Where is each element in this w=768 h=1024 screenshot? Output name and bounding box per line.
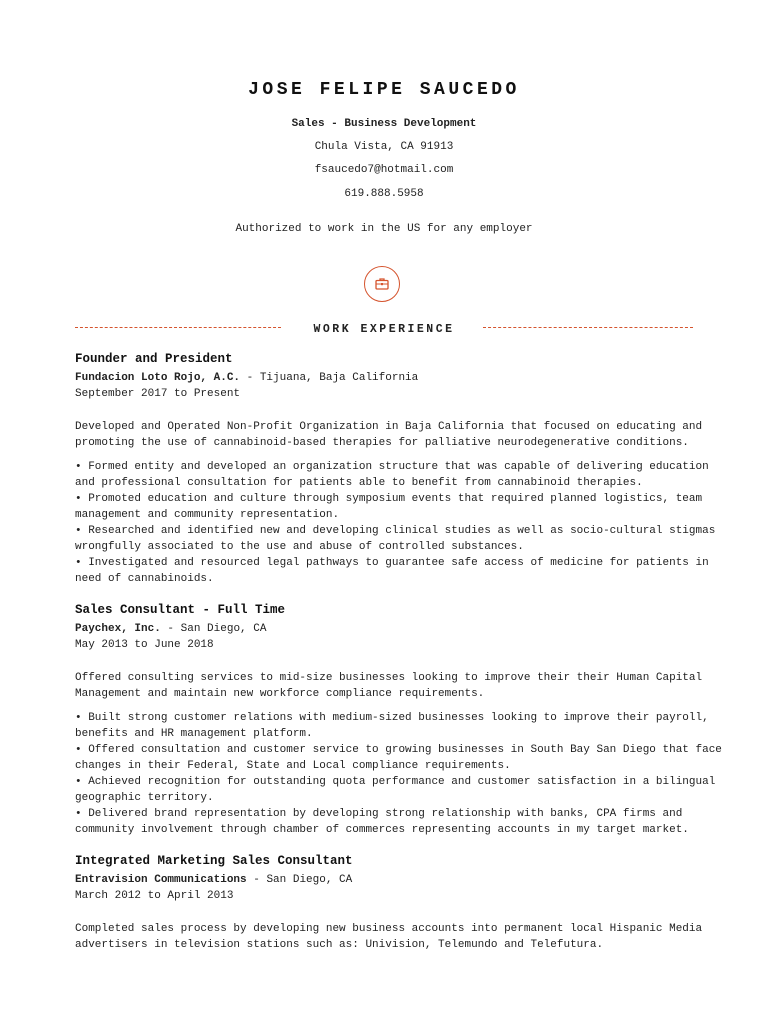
company-name: Entravision Communications bbox=[75, 874, 247, 886]
job-description: Completed sales process by developing new business accounts into permanent local Hispanic Media advertisers in television stations such as: Univision, Telemundo and Telefutura. bbox=[75, 923, 703, 951]
briefcase-icon bbox=[364, 266, 400, 302]
job-entry bbox=[75, 852, 735, 953]
job-entry bbox=[75, 350, 735, 587]
list-item: • Promoted education and culture through symposium events that required planned logistics, team management and community representation. bbox=[75, 493, 703, 521]
job-description: Offered consulting services to mid-size businesses looking to improve their their Human Capital Management and maintain new workforce compliance requirements. bbox=[75, 672, 703, 700]
list-item: • Offered consultation and customer service to growing businesses in South Bay San Diego that face changes in their Federal, State and Local compliance requirements. bbox=[75, 744, 722, 772]
list-item: • Investigated and resourced legal pathways to guarantee safe access of medicine for patients in need of cannabinoids. bbox=[75, 557, 709, 585]
job-bullets bbox=[75, 459, 735, 587]
job-description: Developed and Operated Non-Profit Organization in Baja California that focused on educating and promoting the use of cannabinoid-based therapies for palliative neurodegenerative conditions. bbox=[75, 421, 703, 449]
candidate-name: JOSE FELIPE SAUCEDO bbox=[248, 80, 520, 100]
list-item: • Achieved recognition for outstanding quota performance and customer satisfaction in a bilingual geographic territory. bbox=[75, 776, 716, 804]
list-item: • Formed entity and developed an organization structure that was capable of delivering education and professional consultation for patients able to benefit from cannabinoid therapies. bbox=[75, 461, 709, 489]
section-title: WORK EXPERIENCE bbox=[313, 323, 455, 336]
job-title: Sales Consultant - Full Time bbox=[75, 603, 286, 617]
job-title: Integrated Marketing Sales Consultant bbox=[75, 854, 353, 868]
company-location: - San Diego, CA bbox=[160, 623, 267, 635]
company-line bbox=[75, 370, 735, 386]
section-header-work-experience bbox=[75, 320, 693, 338]
list-item: • Delivered brand representation by developing strong relationship with banks, CPA firms and community involvement through chamber of commerces representing accounts in my target market. bbox=[75, 808, 689, 836]
company-location: - Tijuana, Baja California bbox=[240, 372, 419, 384]
work-experience-list bbox=[75, 350, 735, 967]
list-item: • Built strong customer relations with medium-sized businesses looking to improve their payroll, benefits and HR management platform. bbox=[75, 712, 709, 740]
job-dates: September 2017 to Present bbox=[75, 388, 241, 400]
job-dates: May 2013 to June 2018 bbox=[75, 639, 214, 651]
phone[interactable]: 619.888.5958 bbox=[344, 188, 424, 200]
divider-right bbox=[483, 327, 693, 328]
work-authorization: Authorized to work in the US for any employer bbox=[235, 223, 533, 235]
email[interactable]: fsaucedo7@hotmail.com bbox=[314, 164, 454, 176]
job-bullets bbox=[75, 710, 735, 838]
company-line bbox=[75, 872, 735, 888]
headline: Sales - Business Development bbox=[291, 118, 477, 130]
job-title: Founder and President bbox=[75, 352, 233, 366]
company-line bbox=[75, 621, 735, 637]
list-item: • Researched and identified new and developing clinical studies as well as socio-cultural stigmas wrongfully associated to the use and abuse of controlled substances. bbox=[75, 525, 716, 553]
location: Chula Vista, CA 91913 bbox=[314, 141, 454, 153]
job-entry bbox=[75, 601, 735, 838]
company-name: Paychex, Inc. bbox=[75, 623, 161, 635]
company-name: Fundacion Loto Rojo, A.C. bbox=[75, 372, 241, 384]
company-location: - San Diego, CA bbox=[246, 874, 353, 886]
job-dates: March 2012 to April 2013 bbox=[75, 890, 234, 902]
